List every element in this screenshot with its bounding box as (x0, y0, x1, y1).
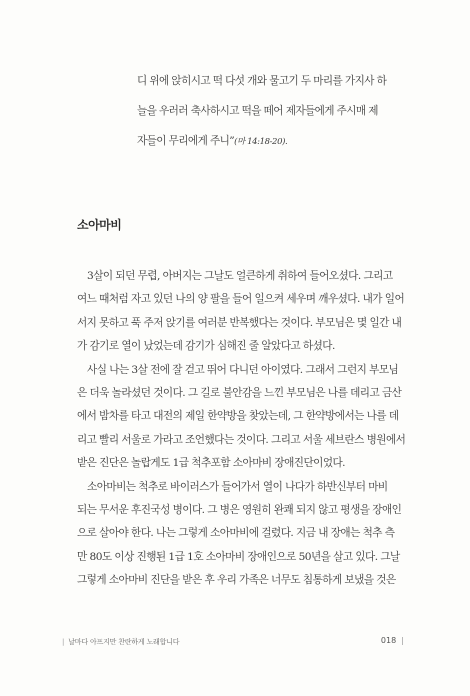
quote-reference: (마 14:18-20). (234, 137, 288, 147)
body-line: 여느 때처럼 자고 있던 나의 양 팔을 들어 일으켜 세우며 깨우셨다. 내가 일어 (77, 293, 405, 306)
page-number-block (381, 636, 404, 645)
body-line: 리고 빨리 서울로 가라고 조언했다는 것이다. 그리고 서울 세브란스 병원에서 (77, 433, 406, 446)
body-line: 에서 밤차를 타고 대전의 제일 한약방을 찾았는데, 그 한약방에서는 나를 데 (77, 410, 399, 423)
body-line: 서지 못하고 푹 주저 앉기를 여러분 반복했다는 것이다. 부모님은 몇 일간 내 (77, 316, 402, 329)
body-text (77, 265, 406, 592)
footer-separator: | (62, 638, 65, 646)
quote-line (137, 126, 407, 156)
book-title: 날마다 아프지만 찬란하게 노래합니다 (68, 638, 180, 646)
body-line: 3살이 되던 무렵, 아버지는 그날도 얼큰하게 취하여 들어오셨다. 그리고 (77, 270, 393, 282)
body-line: 되는 무서운 후진국성 병이다. 그 병은 영원히 완쾌 되지 않고 평생을 장애인 (77, 503, 402, 516)
body-line: 은 더욱 놀라셨던 것이다. 그 길로 불안감을 느낀 부모님은 나를 데리고 금산 (77, 386, 402, 399)
quote-line-text: 자들이 무리에게 주니” (137, 135, 235, 147)
page-number: 018 (380, 636, 397, 645)
scripture-quote (137, 66, 407, 156)
quote-line: 디 위에 앉히시고 떡 다섯 개와 물고기 두 마리를 가지사 하 (137, 75, 387, 87)
section-heading: 소아마비 (77, 218, 122, 232)
running-footer-title (62, 637, 179, 647)
quote-line: 늘을 우러러 축사하시고 떡을 떼어 제자들에게 주시매 제 (137, 105, 378, 117)
body-line: 소아마비는 척추로 바이러스가 들어가서 열이 나다가 하반신부터 마비 (77, 480, 388, 493)
footer-separator: | (401, 636, 404, 645)
body-line: 그렇게 소아마비 진단을 받은 후 우리 가족은 너무도 침통하게 보냈을 것은 (77, 574, 396, 587)
body-line: 사실 나는 3살 전에 잘 걷고 뛰어 다니던 아이였다. 그래서 그런지 부모님 (77, 363, 399, 376)
body-line: 으로 살아야 한다. 나는 그렇게 소아마비에 걸렸다. 지금 내 장애는 척추 측 (77, 527, 395, 540)
body-line: 가 감기로 열이 났었는데 감기가 심해진 줄 알았다고 하셨다. (77, 340, 335, 353)
body-line: 받은 진단은 놀랍게도 1급 척추포함 소아마비 장애진단이었다. (77, 457, 345, 470)
body-line: 만 80도 이상 진행된 1급 1호 소아마비 장애인으로 50년을 살고 있다. 그날 (77, 550, 400, 563)
